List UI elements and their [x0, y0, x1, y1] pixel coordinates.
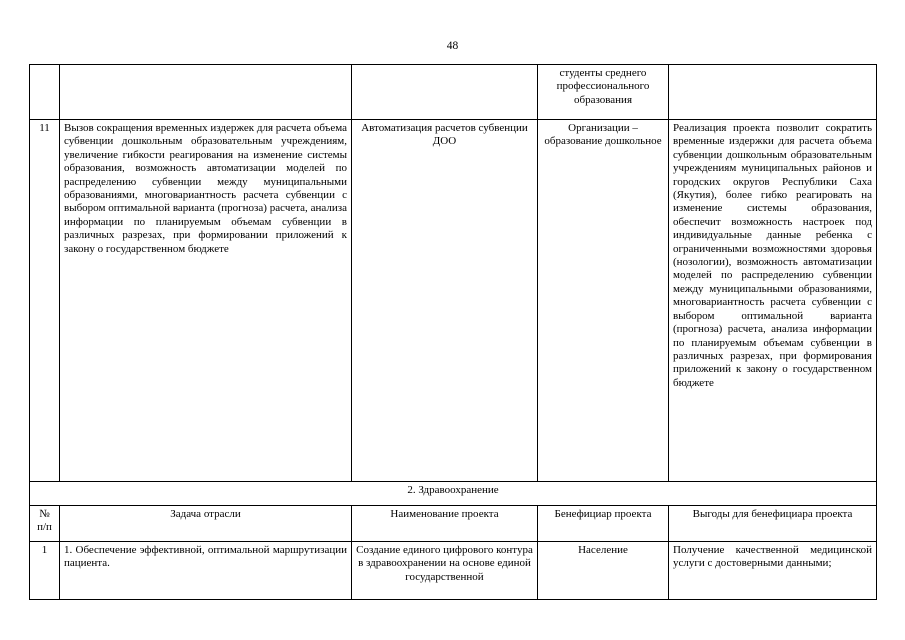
cell-num — [30, 65, 60, 120]
table-row-continued — [30, 65, 877, 120]
table-header-row — [30, 506, 877, 542]
cell-project: Автоматизация расчетов субвенции ДОО — [352, 120, 538, 482]
header-beneficiary: Бенефициар проекта — [538, 506, 669, 542]
page-number: 48 — [446, 40, 459, 52]
cell-beneficiary: студенты среднего профессионального образования — [538, 65, 669, 120]
section-title: 2. Здравоохранение — [30, 482, 877, 506]
table-row-1 — [30, 542, 877, 600]
cell-task: 1. Обеспечение эффективной, оптимальной маршрутизации пациента. — [60, 542, 352, 600]
cell-task — [60, 65, 352, 120]
header-project: Наименование проекта — [352, 506, 538, 542]
cell-benefit — [669, 65, 877, 120]
cell-beneficiary: Население — [538, 542, 669, 600]
cell-benefit: Получение качественной медицинской услуги с достоверными данными; — [669, 542, 877, 600]
section-row — [30, 482, 877, 506]
cell-project: Создание единого цифрового контура в здравоохранении на основе единой государственной — [352, 542, 538, 600]
table-row-11 — [30, 120, 877, 482]
projects-table — [29, 64, 877, 600]
header-task: Задача отрасли — [60, 506, 352, 542]
cell-task: Вызов сокращения временных издержек для расчета объема субвенции дошкольным образовательным учреждениям, увеличение гибкости реагирования на изменение системы образования, возможность автоматизации моделей по распределению субвенции между муниципальными образованиями, многовариантность расчета субвенции с выбором оптимальной варианта (прогноза) расчета, анализа информации по планируемым объемам субвенции в различных разрезах, при формировании приложений к закону о государственном бюджете — [60, 120, 352, 482]
cell-beneficiary: Организации – образование дошкольное — [538, 120, 669, 482]
header-num: № п/п — [30, 506, 60, 542]
cell-benefit: Реализация проекта позволит сократить временные издержки для расчета объема субвенции дошкольным образовательным учреждениям муниципальных районов и городских округов Республики Саха (Якутия), более гибко реагировать на изменение системы образования, обеспечит возможность настроек под индивидуальные данные ребенка с ограниченными возможностями здоровья (нозологии), возможность автоматизации моделей по распределению субвенции между муниципальными образованиями, многовариантность расчета субвенции с выбором оптимальной варианта (прогноза) расчета, анализа информации по планируемым объемам субвенции в различных разрезах, при формирования приложений к закону о государственном бюджете — [669, 120, 877, 482]
cell-project — [352, 65, 538, 120]
header-benefit: Выгоды для бенефициара проекта — [669, 506, 877, 542]
cell-num: 1 — [30, 542, 60, 600]
cell-num: 11 — [30, 120, 60, 482]
